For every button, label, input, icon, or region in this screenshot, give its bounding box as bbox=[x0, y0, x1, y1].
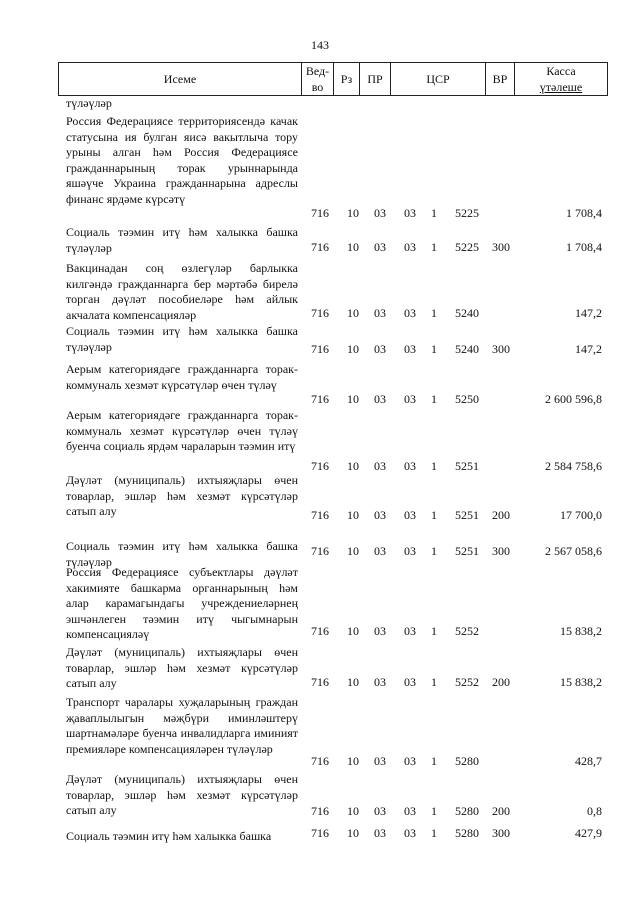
row-rz: 10 bbox=[347, 804, 359, 818]
row-csr-part1: 03 bbox=[404, 675, 416, 689]
row-ved: 716 bbox=[311, 544, 329, 558]
row-sum: 147,2 bbox=[575, 306, 602, 320]
row-name: Россия Федерациясе субъектлары дәүләт хакимияте башкарма органнарының һәм алар карамагындагы учреждениеләрнең эшчәнлеген тәэмин итү чыгымнарын компенсацияләү bbox=[66, 565, 298, 641]
row-rz: 10 bbox=[347, 306, 359, 320]
header-rz: Рз bbox=[333, 62, 360, 96]
row-ved: 716 bbox=[311, 392, 329, 406]
row-csr-part3: 5240 bbox=[455, 342, 479, 356]
row-vr: 200 bbox=[492, 804, 510, 818]
row-vr: 300 bbox=[492, 826, 510, 840]
row-ved: 716 bbox=[311, 459, 329, 473]
row-sum: 1 708,4 bbox=[566, 206, 602, 220]
row-csr-part2: 1 bbox=[431, 459, 437, 473]
header-ved-line2: во bbox=[311, 80, 324, 94]
row-pr: 03 bbox=[374, 306, 386, 320]
row-sum: 1 708,4 bbox=[566, 240, 602, 254]
row-csr-part2: 1 bbox=[431, 624, 437, 638]
row-vr: 200 bbox=[492, 508, 510, 522]
row-csr-part1: 03 bbox=[404, 206, 416, 220]
row-csr-part1: 03 bbox=[404, 544, 416, 558]
row-csr-part1: 03 bbox=[404, 508, 416, 522]
row-pr: 03 bbox=[374, 675, 386, 689]
row-csr-part2: 1 bbox=[431, 306, 437, 320]
row-rz: 10 bbox=[347, 754, 359, 768]
row-rz: 10 bbox=[347, 240, 359, 254]
row-csr-part2: 1 bbox=[431, 804, 437, 818]
row-csr-part1: 03 bbox=[404, 754, 416, 768]
row-pr: 03 bbox=[374, 342, 386, 356]
row-ved: 716 bbox=[311, 675, 329, 689]
table-header bbox=[58, 62, 608, 96]
row-rz: 10 bbox=[347, 675, 359, 689]
row-pr: 03 bbox=[374, 826, 386, 840]
row-name: Социаль тәэмин итү һәм халыкка башка түләүләр bbox=[66, 539, 298, 569]
row-rz: 10 bbox=[347, 624, 359, 638]
row-csr-part2: 1 bbox=[431, 240, 437, 254]
header-pr: ПР bbox=[359, 62, 391, 96]
row-sum: 0,8 bbox=[587, 804, 602, 818]
row-rz: 10 bbox=[347, 459, 359, 473]
row-pr: 03 bbox=[374, 544, 386, 558]
row-vr: 300 bbox=[492, 544, 510, 558]
row-csr-part2: 1 bbox=[431, 206, 437, 220]
row-rz: 10 bbox=[347, 508, 359, 522]
continuation-text: түләүләр bbox=[66, 96, 112, 110]
row-csr-part1: 03 bbox=[404, 306, 416, 320]
row-sum: 2 567 058,6 bbox=[545, 544, 602, 558]
row-csr-part1: 03 bbox=[404, 804, 416, 818]
row-csr-part3: 5251 bbox=[455, 544, 479, 558]
header-isem: Исеме bbox=[58, 62, 302, 96]
row-csr-part2: 1 bbox=[431, 754, 437, 768]
row-csr-part3: 5280 bbox=[455, 804, 479, 818]
row-sum: 427,9 bbox=[575, 826, 602, 840]
row-ved: 716 bbox=[311, 306, 329, 320]
row-sum: 2 600 596,8 bbox=[545, 392, 602, 406]
row-ved: 716 bbox=[311, 206, 329, 220]
row-csr-part2: 1 bbox=[431, 826, 437, 840]
row-csr-part3: 5225 bbox=[455, 240, 479, 254]
page-number: 143 bbox=[311, 38, 329, 52]
row-csr-part2: 1 bbox=[431, 342, 437, 356]
row-pr: 03 bbox=[374, 206, 386, 220]
row-vr: 200 bbox=[492, 675, 510, 689]
row-csr-part3: 5240 bbox=[455, 306, 479, 320]
header-ved bbox=[301, 62, 334, 96]
row-name: Дәүләт (муниципаль) ихтыяҗлары өчен товарлар, эшләр һәм хезмәт күрсәтүләр сатып алу bbox=[66, 473, 298, 518]
row-csr-part3: 5280 bbox=[455, 826, 479, 840]
row-sum: 17 700,0 bbox=[560, 508, 602, 522]
row-ved: 716 bbox=[311, 342, 329, 356]
row-csr-part2: 1 bbox=[431, 508, 437, 522]
row-ved: 716 bbox=[311, 624, 329, 638]
header-kassa-line1: Касса bbox=[546, 64, 576, 78]
row-csr-part3: 5251 bbox=[455, 459, 479, 473]
row-csr-part1: 03 bbox=[404, 624, 416, 638]
row-name: Социаль тәэмин итү һәм халыкка башка түләүләр bbox=[66, 324, 298, 354]
row-rz: 10 bbox=[347, 342, 359, 356]
row-name: Аерым категориядәге гражданнарга торак-коммуналь хезмәт күрсәтүләр өчен түләү bbox=[66, 362, 298, 392]
row-name: Аерым категориядәге гражданнарга торак-коммуналь хезмәт күрсәтүләр өчен түләү буенча социаль ярдәм чараларын тәэмин итү bbox=[66, 408, 298, 453]
row-name: Социаль тәэмин итү һәм халыкка башка түләүләр bbox=[66, 225, 298, 255]
row-pr: 03 bbox=[374, 392, 386, 406]
row-csr-part1: 03 bbox=[404, 240, 416, 254]
header-csr: ЦСР bbox=[390, 62, 486, 96]
row-name: Социаль тәэмин итү һәм халыкка башка bbox=[66, 829, 272, 843]
row-csr-part2: 1 bbox=[431, 675, 437, 689]
row-vr: 300 bbox=[492, 240, 510, 254]
row-ved: 716 bbox=[311, 826, 329, 840]
row-pr: 03 bbox=[374, 804, 386, 818]
row-vr: 300 bbox=[492, 342, 510, 356]
header-kassa-line2: үтәлеше bbox=[539, 80, 583, 94]
row-csr-part3: 5250 bbox=[455, 392, 479, 406]
row-csr-part3: 5252 bbox=[455, 624, 479, 638]
row-name: Транспорт чаралары хуҗаларының граждан җаваплылыгын мәҗбүри иминләштерү шартнамәләре буенча инвалидларга иминият премияләре компенсацияләрен түләүләр bbox=[66, 695, 298, 756]
row-csr-part1: 03 bbox=[404, 826, 416, 840]
row-rz: 10 bbox=[347, 544, 359, 558]
header-ved-line1: Вед- bbox=[305, 64, 330, 78]
row-ved: 716 bbox=[311, 804, 329, 818]
row-ved: 716 bbox=[311, 508, 329, 522]
row-name: Россия Федерациясе территориясендә качак статусына ия булган яисә вакытлыча тору урыны алган һәм Россия Федерациясе гражданнарының торак урыннарында яшәүче Украина гражданнарына адреслы финанс ярдәме күрсәтү bbox=[66, 114, 298, 206]
row-rz: 10 bbox=[347, 392, 359, 406]
row-name: Дәүләт (муниципаль) ихтыяҗлары өчен товарлар, эшләр һәм хезмәт күрсәтүләр сатып алу bbox=[66, 645, 298, 690]
row-rz: 10 bbox=[347, 206, 359, 220]
header-vr: ВР bbox=[485, 62, 515, 96]
header-kassa bbox=[514, 62, 608, 96]
row-name: Дәүләт (муниципаль) ихтыяҗлары өчен товарлар, эшләр һәм хезмәт күрсәтүләр сатып алу bbox=[66, 772, 298, 817]
row-csr-part1: 03 bbox=[404, 459, 416, 473]
row-ved: 716 bbox=[311, 754, 329, 768]
row-rz: 10 bbox=[347, 826, 359, 840]
row-csr-part3: 5225 bbox=[455, 206, 479, 220]
row-sum: 15 838,2 bbox=[560, 624, 602, 638]
row-pr: 03 bbox=[374, 240, 386, 254]
row-sum: 428,7 bbox=[575, 754, 602, 768]
row-csr-part3: 5252 bbox=[455, 675, 479, 689]
row-ved: 716 bbox=[311, 240, 329, 254]
row-pr: 03 bbox=[374, 508, 386, 522]
row-pr: 03 bbox=[374, 459, 386, 473]
row-pr: 03 bbox=[374, 624, 386, 638]
row-csr-part1: 03 bbox=[404, 342, 416, 356]
row-sum: 147,2 bbox=[575, 342, 602, 356]
row-csr-part1: 03 bbox=[404, 392, 416, 406]
row-csr-part3: 5251 bbox=[455, 508, 479, 522]
row-csr-part2: 1 bbox=[431, 544, 437, 558]
row-name: Вакцинадан соң өзлегүләр барлыкка килгәндә гражданнарга бер мәртәбә бирелә торган дәүләт пособиеләре һәм айлык акчалата компенсацияләр bbox=[66, 261, 298, 322]
row-sum: 2 584 758,6 bbox=[545, 459, 602, 473]
row-sum: 15 838,2 bbox=[560, 675, 602, 689]
row-pr: 03 bbox=[374, 754, 386, 768]
row-csr-part2: 1 bbox=[431, 392, 437, 406]
row-csr-part3: 5280 bbox=[455, 754, 479, 768]
